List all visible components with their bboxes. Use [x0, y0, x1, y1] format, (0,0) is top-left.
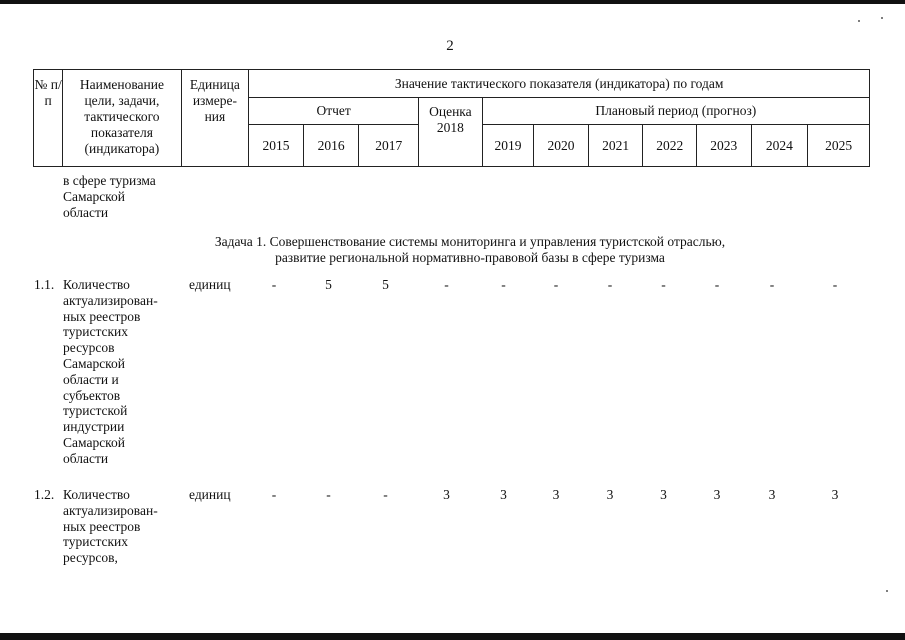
- header-year: 2021: [588, 125, 643, 167]
- row-number: 1.1.: [34, 277, 55, 292]
- name-line: туристских: [63, 324, 129, 340]
- header-number: № п/п: [34, 70, 63, 167]
- unit: единиц: [189, 277, 231, 292]
- value-2018: -: [444, 277, 449, 292]
- scan-speck: [886, 590, 888, 592]
- header-year: 2024: [751, 125, 808, 167]
- task-line: развитие региональной нормативно-правовой базы в сфере туризма: [275, 250, 665, 265]
- value-2019: -: [501, 277, 506, 292]
- name-line: Количество: [63, 487, 130, 502]
- name-line: ресурсов,: [63, 550, 118, 566]
- header-year: 2025: [808, 125, 870, 167]
- name-line: туристской: [63, 403, 128, 419]
- name-line: ных реестров: [63, 308, 141, 324]
- value-2021: 3: [606, 487, 614, 502]
- name-line: области: [63, 450, 109, 466]
- name-line: Количество: [63, 277, 130, 292]
- value-2022: -: [661, 277, 666, 292]
- value-2017: -: [383, 487, 388, 502]
- scan-speck: [858, 20, 860, 22]
- header-unit: Единица измере- ния: [181, 70, 249, 167]
- header-year: 2022: [643, 125, 697, 167]
- name-line: Самарской: [63, 188, 126, 204]
- value-2024: -: [769, 277, 775, 292]
- header-values: Значение тактического показателя (индикатора) по годам: [249, 70, 870, 98]
- header-name: Наименование цели, задачи, тактического показателя (индикатора): [63, 70, 181, 167]
- name-line: Самарской: [63, 355, 126, 371]
- value-2025: 3: [831, 487, 839, 502]
- value-2021: -: [607, 277, 613, 292]
- task-line: Задача 1. Совершенствование системы мониторинга и управления туристской отраслью,: [214, 234, 726, 249]
- row-number: 1.2.: [34, 487, 55, 502]
- header-year: 2019: [482, 125, 534, 167]
- name-line: ресурсов: [63, 340, 115, 356]
- value-2018: 3: [443, 487, 450, 502]
- name-line: области: [63, 204, 109, 220]
- name-line: туристских: [63, 534, 129, 550]
- task-heading: [120, 234, 820, 266]
- name-line: актуализирован-: [63, 502, 158, 518]
- name-line: Самарской: [63, 434, 126, 450]
- header-report: Отчет: [249, 98, 419, 125]
- name-line: ных реестров: [63, 518, 141, 534]
- value-2020: 3: [552, 487, 560, 502]
- indicator-name: [63, 277, 176, 467]
- name-line: индустрии: [63, 419, 125, 435]
- value-2015: -: [271, 277, 277, 292]
- value-2023: 3: [713, 487, 721, 502]
- scan-border-bottom: [0, 633, 905, 640]
- value-2015: -: [271, 487, 277, 502]
- indicator-name: [63, 487, 176, 566]
- name-line: в сфере туризма: [63, 173, 156, 188]
- header-year: 2017: [359, 125, 419, 167]
- name-line: актуализирован-: [63, 292, 158, 308]
- value-2025: -: [832, 277, 838, 292]
- header-year: 2023: [696, 125, 751, 167]
- table-header: [33, 69, 870, 167]
- scan-speck: [881, 17, 883, 19]
- value-2023: -: [714, 277, 720, 292]
- value-2016: -: [326, 487, 331, 502]
- scan-border-top: [0, 0, 905, 4]
- header-year: 2016: [303, 125, 359, 167]
- header-estimate: Оценка 2018: [419, 98, 483, 167]
- continuation-name: [63, 173, 176, 220]
- page-number: 2: [446, 38, 454, 54]
- name-line: области и: [63, 371, 119, 387]
- value-2020: -: [553, 277, 559, 292]
- value-2024: 3: [768, 487, 776, 502]
- header-year: 2020: [534, 125, 589, 167]
- header-year: 2015: [249, 125, 304, 167]
- value-2016: 5: [325, 277, 332, 292]
- value-2022: 3: [660, 487, 667, 502]
- value-2017: 5: [382, 277, 389, 292]
- header-plan: Плановый период (прогноз): [482, 98, 869, 125]
- value-2019: 3: [500, 487, 507, 502]
- name-line: субъектов: [63, 387, 121, 403]
- unit: единиц: [189, 487, 231, 502]
